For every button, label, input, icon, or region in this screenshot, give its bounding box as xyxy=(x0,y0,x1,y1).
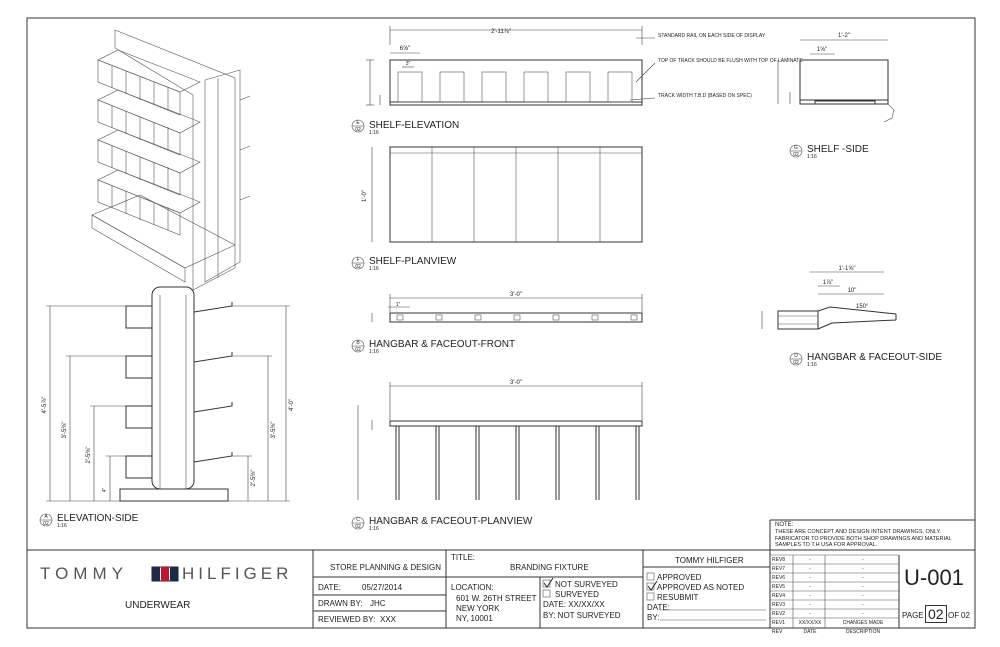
address-line2: NEW YORK xyxy=(456,604,500,613)
shelf-planview-tag-letter: F xyxy=(356,257,360,263)
faceout-top-dim: 1'-1⅝" xyxy=(838,266,856,272)
rev-header: REV xyxy=(772,629,783,635)
hangbar-front-tag-letter: B xyxy=(356,340,360,346)
shelf-side-label: SHELF -SIDE xyxy=(807,144,869,155)
date-label: DATE: xyxy=(318,583,341,592)
reviewed-value: XXX xyxy=(380,615,397,624)
elev-mid-dim: 3'-5⅜" xyxy=(62,421,68,439)
studio: STORE PLANNING & DESIGN xyxy=(330,563,441,572)
note-rail: STANDARD RAIL ON EACH SIDE OF DISPLAY xyxy=(658,33,766,39)
flag-logo xyxy=(152,567,178,581)
elevation-side-scale: 1:16 xyxy=(57,523,67,529)
approved-noted-label: APPROVED AS NOTED xyxy=(657,583,745,592)
hangbar-planview-drawing xyxy=(358,382,642,500)
revision-dates xyxy=(795,556,825,637)
hangbar-planview-scale: 1:16 xyxy=(369,526,379,532)
rev-dash: - xyxy=(809,602,811,608)
rev-label: REV2 xyxy=(772,611,786,617)
hangbar-front-tag-sheet: 02 xyxy=(355,347,361,353)
faceout-b-dim: 10" xyxy=(847,288,857,294)
shelf-side-top-dim: 1'-2" xyxy=(838,33,850,39)
hangbar-side-scale: 1:16 xyxy=(807,362,817,368)
rev-dash: - xyxy=(862,584,864,590)
rev-dash: - xyxy=(809,557,811,563)
shelf-elevation-tag-letter: E xyxy=(356,120,360,126)
elev-right-mid-dim: 3'-5⅜" xyxy=(271,421,277,439)
rev1-date: XX/XX/XX xyxy=(798,620,822,626)
plan-depth-dim: 1'-0" xyxy=(362,190,368,202)
rev-date-header: DATE xyxy=(803,629,817,635)
hangbar-planview-label: HANGBAR & FACEOUT-PLANVIEW xyxy=(369,516,533,527)
rev-dash: - xyxy=(809,593,811,599)
not-surveyed-label: NOT SURVEYED xyxy=(555,580,618,589)
reviewed-label: REVIEWED BY: xyxy=(318,615,376,624)
of-number: 02 xyxy=(961,611,970,620)
hangbar-side-tag-sheet: 02 xyxy=(793,360,799,366)
rev-desc-header: DESCRIPTION xyxy=(845,629,881,635)
elevation-side-label: ELEVATION-SIDE xyxy=(57,513,139,524)
hangbar-plan-width-dim: 3'-0" xyxy=(510,380,522,386)
note-track: TOP OF TRACK SHOULD BE FLUSH WITH TOP OF LAMINATE xyxy=(658,58,803,64)
approval-by-label: BY: xyxy=(647,613,660,622)
hangbar-front-scale: 1:16 xyxy=(369,349,379,355)
shelf-sub-dim: 6⅝" xyxy=(399,46,411,52)
rev1-description: CHANGES MADE xyxy=(842,620,884,626)
resubmit-label: RESUBMIT xyxy=(657,593,699,602)
rev-label: REV4 xyxy=(772,593,786,599)
surveyed-label: SURVEYED xyxy=(555,590,599,599)
shelf-side-tag-letter: G xyxy=(794,145,798,151)
hangbar-width-dim: 3'-0" xyxy=(510,292,522,298)
isometric-fixture xyxy=(92,30,250,290)
brand-right: HILFIGER xyxy=(182,564,293,583)
shelf-side-sub-dim: 1⅝" xyxy=(816,47,828,53)
hangbar-side-tag-letter: D xyxy=(794,353,798,359)
drawn-value: JHC xyxy=(370,599,386,608)
department: UNDERWEAR xyxy=(125,600,191,611)
hangbar-planview-tag-sheet: 02 xyxy=(355,524,361,530)
hangbar-side-label: HANGBAR & FACEOUT-SIDE xyxy=(807,352,943,363)
date-value: 05/27/2014 xyxy=(362,583,403,592)
title-value: BRANDING FIXTURE xyxy=(510,563,589,572)
shelf-planview-drawing xyxy=(372,147,642,242)
rev-dash: - xyxy=(862,557,864,563)
rev-label: REV7 xyxy=(772,566,786,572)
shelf-elevation-label: SHELF-ELEVATION xyxy=(369,120,460,131)
general-note: THESE ARE CONCEPT AND DESIGN INTENT DRAWINGS, ONLY. FABRICATOR TO PROVIDE BOTH SHOP DRAWINGS AND MATERIAL SAMPLES TO T.H USA FOR APPROVAL. xyxy=(775,529,952,548)
elev-right-dim: 4'-0" xyxy=(289,399,295,411)
elevation-side-tag-letter: A xyxy=(44,514,48,520)
rev-dash: - xyxy=(862,575,864,581)
approval-date-label: DATE: xyxy=(647,603,670,612)
shelf-planview-tag-sheet: 02 xyxy=(355,264,361,270)
rev-dash: - xyxy=(809,566,811,572)
rev-label: REV6 xyxy=(772,575,786,581)
elevation-side-drawing xyxy=(46,287,290,501)
elev-overall-dim: 4'-5⅞" xyxy=(42,396,48,414)
shelf-planview-label: SHELF-PLANVIEW xyxy=(369,256,457,267)
rev-dash: - xyxy=(862,602,864,608)
shelf-width-dim: 2'-11⅞" xyxy=(491,29,511,35)
page-label: PAGE xyxy=(902,611,924,620)
shelf-elevation-tag-sheet: 02 xyxy=(355,127,361,133)
address-line3: NY, 10001 xyxy=(456,614,493,623)
survey-date: DATE: XX/XX/XX xyxy=(543,600,605,609)
note-track-width: TRACK WIDTH T.B.D (BASED ON SPEC) xyxy=(658,93,752,99)
approval-head: TOMMY HILFIGER xyxy=(675,556,744,565)
shelf-elevation-scale: 1:16 xyxy=(369,130,379,136)
elev-right-low-dim: 2'-5⅜" xyxy=(251,469,257,487)
rev-dash: - xyxy=(862,593,864,599)
rev-dash: - xyxy=(809,584,811,590)
hangbar-planview-tag-letter: C xyxy=(356,517,360,523)
shelf-gap-dim: 3" xyxy=(405,61,411,67)
brand-left: TOMMY xyxy=(40,564,128,583)
drawn-label: DRAWN BY: xyxy=(318,599,363,608)
hangbar-small-dim: 1" xyxy=(395,302,401,308)
elev-base-dim: 4" xyxy=(102,487,108,493)
elevation-side-tag-sheet: 02 xyxy=(43,521,49,527)
location-label: LOCATION: xyxy=(451,583,494,592)
elev-low-dim: 2'-5⅜" xyxy=(86,446,92,464)
rev-label: REV3 xyxy=(772,602,786,608)
revision-descriptions xyxy=(827,556,899,637)
rev-label: REV1 xyxy=(772,620,786,626)
shelf-side-scale: 1:16 xyxy=(807,154,817,160)
shelf-side-tag-sheet: 02 xyxy=(793,152,799,158)
shelf-side-drawing xyxy=(778,40,894,122)
rev-dash: - xyxy=(862,566,864,572)
general-note-title: NOTE: xyxy=(775,522,794,528)
sheet-number: U-001 xyxy=(904,565,964,590)
rev-label: REV8 xyxy=(772,557,786,563)
not-surveyed-check-icon xyxy=(544,578,553,587)
revision-labels xyxy=(772,556,794,637)
rev-dash: - xyxy=(809,575,811,581)
faceout-angle-dim: 150° xyxy=(856,304,869,310)
of-label: OF xyxy=(948,611,960,620)
faceout-a-dim: 1⅞" xyxy=(822,280,834,286)
page-number: 02 xyxy=(925,605,947,623)
rev-dash: - xyxy=(809,611,811,617)
shelf-planview-scale: 1:16 xyxy=(369,266,379,272)
rev-label: REV5 xyxy=(772,584,786,590)
approved-noted-check-icon xyxy=(648,581,657,590)
title-label: TITLE: xyxy=(451,553,476,562)
rev-dash: - xyxy=(862,611,864,617)
survey-by: BY: NOT SURVEYED xyxy=(543,611,621,620)
hangbar-front-drawing xyxy=(372,294,642,322)
address-line1: 601 W. 26TH STREET xyxy=(456,594,537,603)
hangbar-front-label: HANGBAR & FACEOUT-FRONT xyxy=(369,339,516,350)
approved-label: APPROVED xyxy=(657,573,702,582)
